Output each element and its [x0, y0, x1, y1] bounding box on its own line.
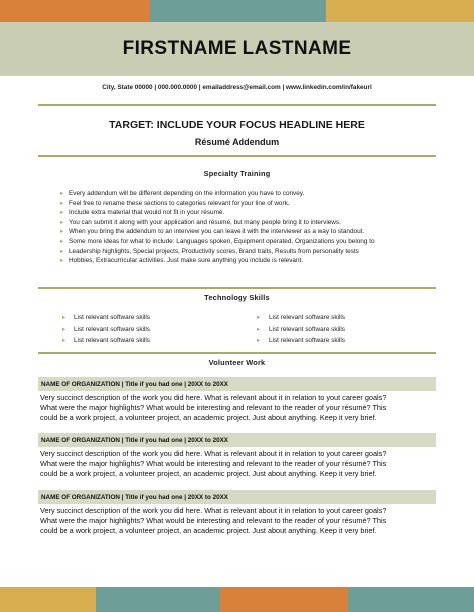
color-block-teal — [96, 587, 220, 612]
contact-line: City, State 00000 | 000.000.0000 | emailaddress@email.com | www.linkedin.com/in/fakeurl — [102, 84, 372, 91]
entry-description: Very succinct description of the work you did here. What is relevant about it in relation to yout career goals? What were the major highlights? What would be interesting and relevant to the reader of your résumé? This could be a work project, a volunteer project, an academic project. Just about anything. Keep it very brief. — [40, 449, 387, 478]
organization-header: NAME OF ORGANIZATION | Title if you had one | 20XX to 20XX — [38, 377, 436, 391]
bullet-icon: ▸ — [62, 337, 66, 344]
skill-item: ▸ List relevant software skills — [62, 314, 151, 321]
bullet-icon: ▸ — [60, 209, 64, 217]
skill-item: ▸ List relevant software skills — [257, 325, 346, 333]
bullet-icon: ▸ — [62, 314, 66, 321]
section-heading-volunteer-work: Volunteer Work — [208, 358, 266, 367]
divider — [38, 287, 436, 289]
list-item: ▸ You can submit it along with your application and résumé, but many people bring it to interviews. — [60, 218, 341, 226]
divider — [38, 155, 436, 157]
bottom-color-bar — [0, 587, 474, 612]
organization-header: NAME OF ORGANIZATION | Title if you had one | 20XX to 20XX — [38, 490, 436, 504]
name-band — [0, 22, 474, 76]
list-item: ▸ When you bring the addendum to an interview you can leave it with the interviewer as a way to standout. — [60, 228, 365, 236]
color-block-orange — [220, 587, 348, 612]
section-heading-technology-skills: Technology Skills — [204, 293, 270, 302]
list-item: ▸ Some more ideas for what to include: Languages spoken, Equipment operated, Organizations you belong to — [60, 237, 375, 245]
candidate-name: FIRSTNAME LASTNAME — [122, 38, 352, 59]
list-item: ▸ Hobbies, Extracurricular activities. Just make sure anything you include is relevant. — [60, 257, 304, 265]
document-subtitle: Résumé Addendum — [194, 137, 280, 147]
bullet-icon: ▸ — [257, 337, 261, 344]
bullet-icon: ▸ — [60, 218, 64, 226]
bullet-icon: ▸ — [60, 190, 64, 197]
bullet-icon: ▸ — [62, 325, 66, 333]
color-block-orange — [0, 0, 150, 22]
color-block-gold — [326, 0, 474, 22]
entry-description: Very succinct description of the work you did here. What is relevant about it in relation to yout career goals? What were the major highlights? What would be interesting and relevant to the reader of your résumé? This could be a work project, a volunteer project, an academic project. Just about anything. Keep it very brief. — [40, 506, 387, 535]
section-heading-specialty-training: Specialty Training — [203, 169, 271, 178]
bullet-icon: ▸ — [257, 325, 261, 333]
bullet-icon: ▸ — [60, 247, 64, 255]
color-block-teal — [150, 0, 326, 22]
list-item: ▸ Leadership highlights, Special projects, Productivity scores, Brand traits, Results from personality tests — [60, 247, 359, 255]
list-item: ▸ Every addendum will be different depending on the information you have to convey. — [60, 190, 305, 197]
list-item: ▸ Feel free to rename these sections to categories relevant for your line of work. — [60, 199, 290, 207]
divider — [38, 104, 436, 106]
bullet-icon: ▸ — [60, 199, 64, 207]
specialty-training-list — [60, 189, 440, 266]
technology-skills-grid — [62, 313, 402, 345]
bullet-icon: ▸ — [60, 257, 64, 265]
bullet-icon: ▸ — [257, 314, 261, 321]
color-block-gold — [0, 587, 96, 612]
skill-item: ▸ List relevant software skills — [257, 337, 346, 344]
divider — [38, 352, 436, 354]
skill-item: ▸ List relevant software skills — [62, 325, 151, 333]
bullet-icon: ▸ — [60, 237, 64, 245]
skill-item: ▸ List relevant software skills — [257, 314, 346, 321]
entry-description: Very succinct description of the work you did here. What is relevant about it in relation to yout career goals? What were the major highlights? What would be interesting and relevant to the reader of your résumé? This could be a work project, a volunteer project, an academic project. Just about anything. Keep it very brief. — [40, 393, 387, 422]
bullet-icon: ▸ — [60, 228, 64, 236]
organization-header: NAME OF ORGANIZATION | Title if you had one | 20XX to 20XX — [38, 433, 436, 447]
list-item: ▸ Include extra material that would not fit in your résumé. — [60, 209, 225, 217]
color-block-teal — [348, 587, 474, 612]
top-color-bar — [0, 0, 474, 22]
skill-item: ▸ List relevant software skills — [62, 337, 151, 344]
target-headline: TARGET: INCLUDE YOUR FOCUS HEADLINE HERE — [109, 119, 365, 131]
